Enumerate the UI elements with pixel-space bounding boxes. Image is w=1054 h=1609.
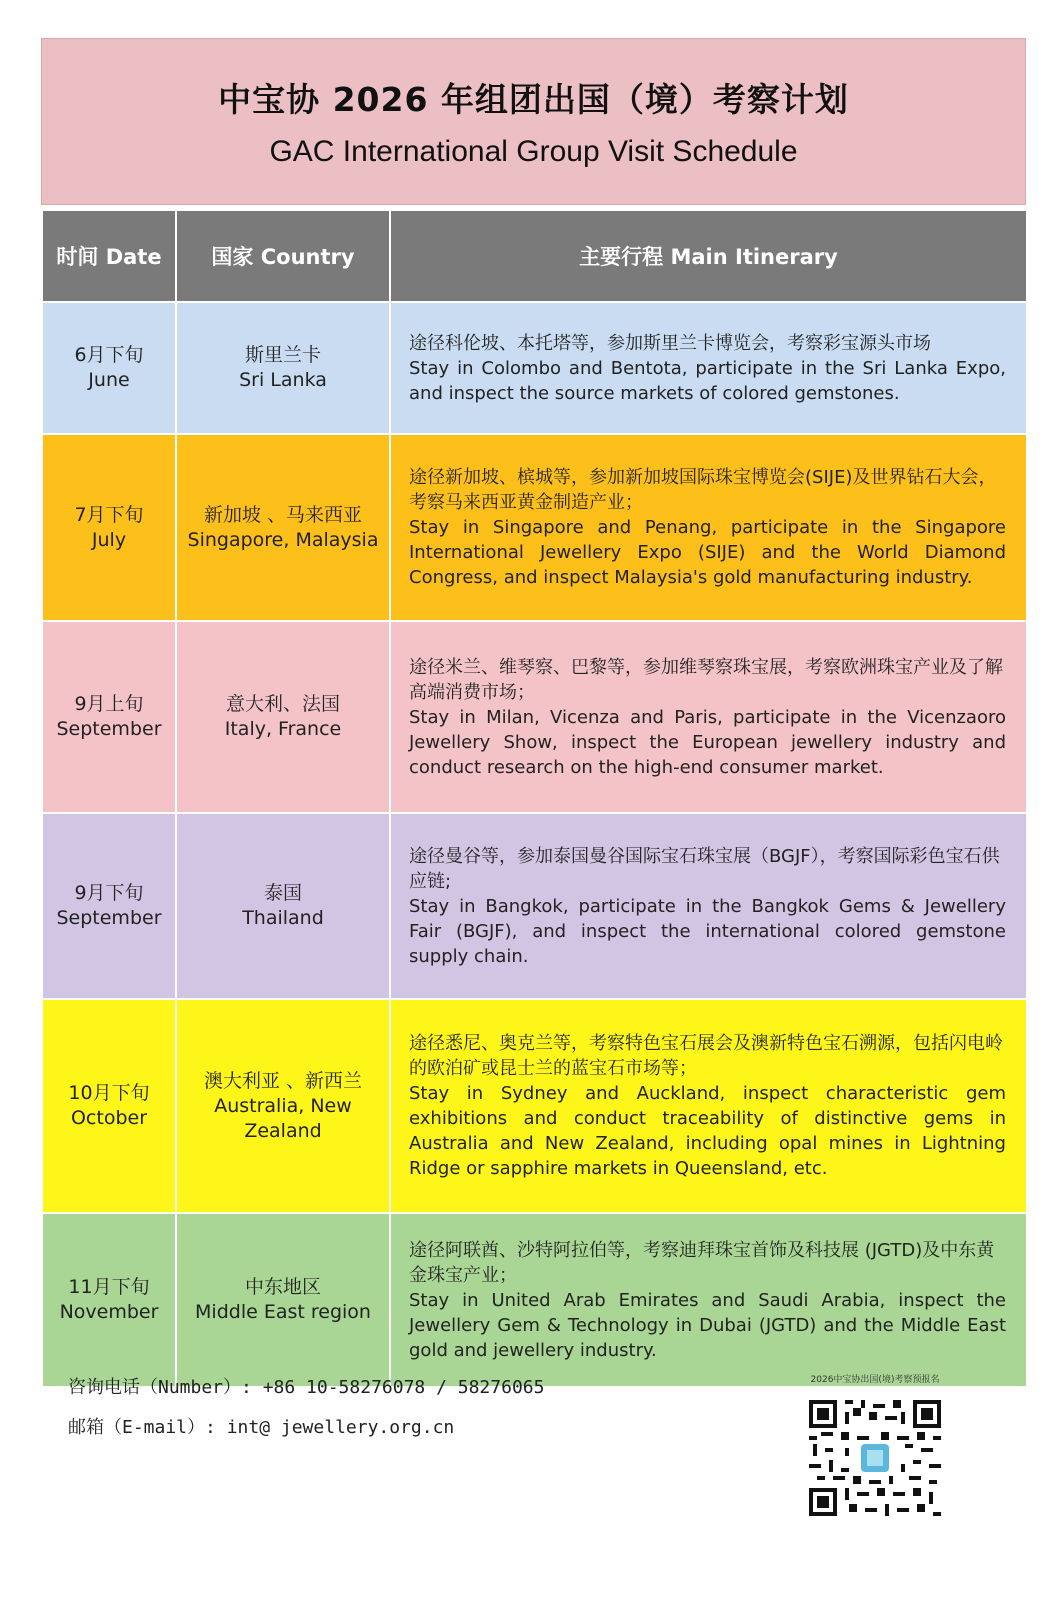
country-cell xyxy=(176,434,390,621)
country-cn: 泰国 xyxy=(263,882,302,904)
itinerary-cell xyxy=(390,1213,1027,1387)
country-cn: 意大利、法国 xyxy=(225,693,340,715)
itinerary-cell xyxy=(390,999,1027,1213)
date-en: July xyxy=(91,528,127,551)
itinerary-en: Stay in Colombo and Bentota, participate in the Sri Lanka Expo, and inspect the source markets of colored gemstones. xyxy=(409,357,1006,404)
date-cn: 10月下旬 xyxy=(68,1082,150,1104)
contact-phone[interactable]: 咨询电话（Number）: +86 10-58276078 / 58276065 xyxy=(68,1377,545,1398)
date-cn: 9月下旬 xyxy=(74,882,144,904)
date-cell xyxy=(42,621,176,813)
date-en: November xyxy=(59,1301,159,1323)
schedule-sheet xyxy=(41,38,1026,1388)
date-cell xyxy=(42,302,176,434)
contact-email[interactable]: 邮箱（E-mail）: int@ jewellery.org.cn xyxy=(68,1417,455,1438)
schedule-table xyxy=(41,209,1028,1388)
itinerary-cell xyxy=(390,813,1027,999)
date-cn: 6月下旬 xyxy=(74,344,144,366)
country-en: Middle East region xyxy=(195,1301,371,1323)
table-row xyxy=(42,813,1027,999)
date-en: September xyxy=(56,718,162,740)
itinerary-en: Stay in Bangkok, participate in the Bangkok Gems & Jewellery Fair (BGJF), and inspect the international colored gemstone supply chain. xyxy=(409,895,1006,967)
itinerary-en: Stay in Milan, Vicenza and Paris, participate in the Vicenzaoro Jewellery Show, inspect the European jewellery industry and conduct research on the high-end consumer market. xyxy=(409,706,1006,778)
country-cn: 澳大利亚 、新西兰 xyxy=(203,1069,363,1092)
table-row xyxy=(42,434,1027,621)
itinerary-cn: 途径新加坡、槟城等，参加新加坡国际珠宝博览会(SIJE)及世界钻石大会，考察马来西亚黄金制造产业； xyxy=(409,467,997,513)
column-header-itinerary: 主要行程 Main Itinerary xyxy=(390,210,1027,302)
date-en: September xyxy=(56,907,162,929)
qr-label: 2026中宝协出国(境)考察预报名 xyxy=(810,1375,940,1385)
itinerary-cn: 途径悉尼、奥克兰等，考察特色宝石展会及澳新特色宝石溯源，包括闪电岭的欧泊矿或昆士兰的蓝宝石市场等； xyxy=(409,1033,1003,1079)
country-en: Australia, New Zealand xyxy=(214,1094,352,1142)
country-cn: 中东地区 xyxy=(244,1276,321,1298)
itinerary-cn: 途径科伦坡、本托塔等，参加斯里兰卡博览会，考察彩宝源头市场 xyxy=(409,332,931,354)
date-cn: 9月上旬 xyxy=(74,693,144,715)
title-banner xyxy=(41,38,1026,205)
table-row xyxy=(42,621,1027,813)
date-cell xyxy=(42,999,176,1213)
country-en: Italy, France xyxy=(224,718,342,740)
date-cell xyxy=(42,434,176,621)
date-cell xyxy=(42,1213,176,1387)
qr-registration xyxy=(790,1372,960,1517)
table-row xyxy=(42,1213,1027,1387)
country-cn: 斯里兰卡 xyxy=(244,344,321,366)
itinerary-cell xyxy=(390,302,1027,434)
itinerary-cell xyxy=(390,621,1027,813)
country-en: Thailand xyxy=(242,907,324,929)
itinerary-cn: 途径阿联酋、沙特阿拉伯等，考察迪拜珠宝首饰及科技展 (JGTD)及中东黄金珠宝产业； xyxy=(409,1239,995,1286)
date-cn: 7月下旬 xyxy=(74,503,144,526)
date-en: June xyxy=(88,369,130,391)
country-cell xyxy=(176,813,390,999)
date-cell xyxy=(42,813,176,999)
qr-code-icon[interactable] xyxy=(809,1399,941,1517)
itinerary-en: Stay in Sydney and Auckland, inspect characteristic gem exhibitions and conduct traceability of distinctive gems in Australia and New Zealand, including opal mines in Lightning Ridge or sapphire markets in Queensland, etc. xyxy=(409,1083,1006,1179)
date-cn: 11月下旬 xyxy=(68,1276,150,1298)
country-cn: 新加坡 、马来西亚 xyxy=(203,503,363,526)
date-en: October xyxy=(70,1107,148,1129)
country-cell xyxy=(176,302,390,434)
country-cell xyxy=(176,621,390,813)
table-row xyxy=(42,999,1027,1213)
itinerary-en: Stay in Singapore and Penang, participate in the Singapore International Jewellery Expo (SIJE) and the World Diamond Congress, and inspect Malaysia's gold manufacturing industry. xyxy=(409,517,1006,588)
country-cell xyxy=(176,1213,390,1387)
contact-info xyxy=(68,1378,544,1458)
itinerary-cn: 途径米兰、维琴察、巴黎等，参加维琴察珠宝展，考察欧洲珠宝产业及了解高端消费市场； xyxy=(409,656,1003,703)
country-en: Singapore, Malaysia xyxy=(187,528,379,551)
title-english: GAC International Group Visit Schedule xyxy=(269,135,798,168)
country-cell xyxy=(176,999,390,1213)
title-chinese: 中宝协 2026 年组团出国（境）考察计划 xyxy=(218,80,849,119)
itinerary-en: Stay in United Arab Emirates and Saudi Arabia, inspect the Jewellery Gem & Technology in Dubai (JGTD) and the Middle East gold and jewellery industry. xyxy=(409,1289,1006,1361)
country-en: Sri Lanka xyxy=(239,369,327,391)
column-header-date: 时间 Date xyxy=(42,210,176,302)
itinerary-cell xyxy=(390,434,1027,621)
column-header-country: 国家 Country xyxy=(176,210,390,302)
table-row xyxy=(42,302,1027,434)
table-header-row xyxy=(42,210,1027,302)
itinerary-cn: 途径曼谷等，参加泰国曼谷国际宝石珠宝展（BGJF），考察国际彩色宝石供应链; xyxy=(409,845,1000,892)
